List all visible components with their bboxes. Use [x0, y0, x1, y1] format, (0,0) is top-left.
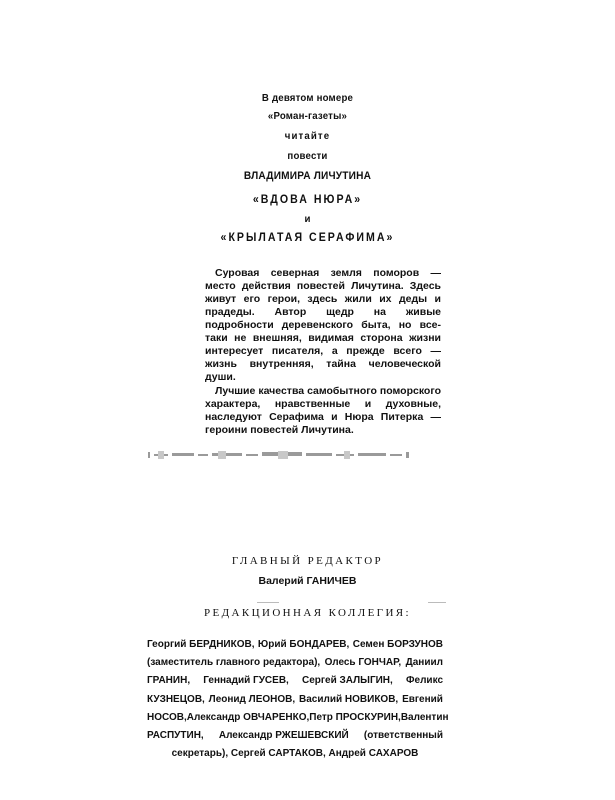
- announcement-line-3: читайте: [284, 130, 331, 142]
- board-line: [147, 672, 443, 690]
- board-line: [147, 654, 443, 672]
- blurb-paragraph-1: Суровая северная земля поморов — место действия повестей Личутина. Здесь живут его герои, здесь жили их деды и прадеды. Автор щедр на живые подробности деревенского быта, но все-таки не внешняя, видимая сторона жизни интересует писателя, а прежде всего — жизнь внутренняя, тайна человеческой души.: [205, 267, 441, 383]
- editorial-board: [147, 636, 449, 763]
- board-entry: (ответственный: [363, 730, 443, 742]
- board-entry: РАСПУТИН,: [147, 730, 204, 742]
- announcement-line-4: повести: [287, 150, 328, 162]
- board-heading: РЕДАКЦИОННАЯ КОЛЛЕГИЯ:: [204, 607, 411, 619]
- board-entry: Юрий БОНДАРЕВ,: [257, 639, 350, 650]
- chief-editor-name: Валерий ГАНИЧЕВ: [258, 575, 357, 587]
- faint-rule-right: [428, 602, 446, 603]
- conjunction: и: [304, 213, 311, 225]
- blurb-paragraph-2: Лучшие качества самобытного поморского характера, нравственные и духовные, наследуют Серафима и Нюра Питерка — героини повестей Личутина.: [205, 385, 441, 436]
- board-entry: Валентин: [400, 711, 449, 723]
- chief-editor-heading: ГЛАВНЫЙ РЕДАКТОР: [231, 555, 384, 567]
- board-line: [147, 727, 443, 745]
- announcement-line-1: В девятом номере: [261, 92, 354, 104]
- faint-rule-left: [257, 602, 279, 603]
- board-entry: Георгий БЕРДНИКОВ,: [147, 639, 255, 650]
- board-line: [147, 745, 443, 763]
- board-entry: Сергей САРТАКОВ,: [230, 748, 326, 760]
- board-entry: Олесь ГОНЧАР,: [324, 657, 402, 669]
- board-entry: НОСОВ,: [147, 711, 187, 723]
- board-entry: Петр ПРОСКУРИН,: [309, 711, 401, 723]
- board-entry: Александр РЖЕШЕВСКИЙ: [218, 730, 349, 742]
- board-entry: Евгений: [402, 693, 443, 705]
- announcement-line-2: «Роман-газеты»: [267, 110, 348, 122]
- board-entry: Даниил: [405, 657, 443, 669]
- board-entry: Феликс: [405, 675, 443, 687]
- board-entry: Сергей ЗАЛЫГИН,: [301, 675, 393, 687]
- author-name: ВЛАДИМИРА ЛИЧУТИНА: [243, 170, 372, 182]
- board-entry: Семен БОРЗУНОВ: [352, 639, 443, 650]
- board-entry: Леонид ЛЕОНОВ,: [208, 693, 296, 705]
- board-entry: ГРАНИН,: [147, 675, 191, 687]
- board-entry: Александр ОВЧАРЕНКО,: [186, 711, 310, 723]
- scan-noise: [148, 449, 410, 461]
- board-entry: Василий НОВИКОВ,: [299, 693, 399, 705]
- board-line: [147, 636, 443, 654]
- board-entry: Геннадий ГУСЕВ,: [203, 675, 289, 687]
- board-line: [147, 691, 443, 709]
- board-entry: КУЗНЕЦОВ,: [147, 693, 205, 705]
- story-title-1: «ВДОВА НЮРА»: [252, 194, 363, 206]
- board-line: [147, 709, 449, 727]
- blurb: [205, 267, 441, 437]
- story-title-2: «КРЫЛАТАЯ СЕРАФИМА»: [220, 232, 395, 244]
- board-entry: Андрей САХАРОВ: [328, 748, 419, 760]
- board-entry: (заместитель главного редактора),: [147, 657, 321, 669]
- board-entry: секретарь),: [171, 748, 229, 760]
